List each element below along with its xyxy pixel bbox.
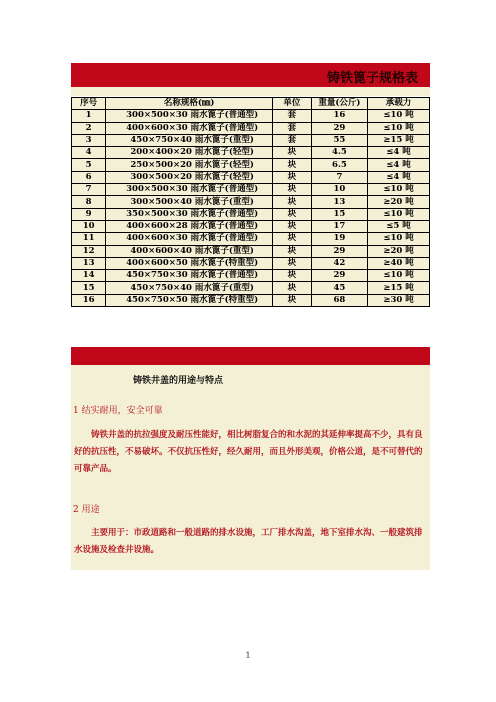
cell-weight: 13 — [311, 196, 367, 208]
table-header-row — [72, 98, 430, 110]
cell-weight: 29 — [311, 270, 367, 282]
cell-index: 16 — [72, 294, 106, 306]
cell-capacity: ≤4 吨 — [368, 147, 430, 159]
cell-unit: 块 — [273, 159, 312, 171]
cell-weight: 10 — [311, 184, 367, 196]
section2-heading: 2 用途 — [73, 505, 100, 515]
cell-weight: 15 — [311, 208, 367, 220]
cell-unit: 块 — [273, 270, 312, 282]
header-cell-index: 序号 — [72, 98, 106, 110]
cell-weight: 7 — [311, 171, 367, 183]
cell-index: 1 — [72, 110, 106, 122]
cell-spec: 450×750×50 雨水篦子(特重型) — [106, 294, 273, 306]
cell-index: 7 — [72, 184, 106, 196]
cell-capacity: ≤4 吨 — [368, 171, 430, 183]
cell-index: 15 — [72, 282, 106, 294]
cell-spec: 450×750×40 雨水篦子(重型) — [106, 134, 273, 146]
header-cell-spec: 名称规格(㎜) — [106, 98, 273, 110]
table-row — [72, 159, 430, 171]
cell-weight: 45 — [311, 282, 367, 294]
cell-capacity: ≥20 吨 — [368, 245, 430, 257]
table-row — [72, 257, 430, 269]
cell-index: 6 — [72, 171, 106, 183]
cell-weight: 29 — [311, 122, 367, 134]
table-row — [72, 233, 430, 245]
cell-capacity: ≤10 吨 — [368, 233, 430, 245]
table-row — [72, 147, 430, 159]
cell-weight: 16 — [311, 110, 367, 122]
table-row — [72, 220, 430, 232]
cell-weight: 6.5 — [311, 159, 367, 171]
cell-weight: 19 — [311, 233, 367, 245]
table-row — [72, 294, 430, 306]
cell-spec: 350×500×30 雨水篦子(普通型) — [106, 208, 273, 220]
section1-heading: 1 结实耐用，安全可靠 — [73, 406, 163, 416]
cell-spec: 300×500×30 雨水篦子(普通型) — [106, 110, 273, 122]
section1-text: 铸铁井盖的抗拉强度及耐压性能好，相比树脂复合的和水泥的其延伸率提高不少，具有良好的抗压性，不易破坏。不仅抗压性好，经久耐用，而且外形美观，价格公道，是不可替代的可靠产品。 — [74, 430, 423, 474]
cell-unit: 套 — [273, 110, 312, 122]
cell-spec: 300×500×40 雨水篦子(重型) — [106, 196, 273, 208]
cell-capacity: ≥40 吨 — [368, 257, 430, 269]
cell-unit: 块 — [273, 147, 312, 159]
cell-unit: 块 — [273, 208, 312, 220]
cell-unit: 块 — [273, 220, 312, 232]
cell-index: 13 — [72, 257, 106, 269]
cell-capacity: ≤10 吨 — [368, 122, 430, 134]
header-cell-unit: 单位 — [273, 98, 312, 110]
cell-unit: 块 — [273, 196, 312, 208]
title-strip — [71, 87, 430, 96]
cell-capacity: ≥20 吨 — [368, 196, 430, 208]
cell-unit: 块 — [273, 257, 312, 269]
table-row — [72, 110, 430, 122]
table-row — [72, 245, 430, 257]
cell-spec: 400×600×50 雨水篦子(特重型) — [106, 257, 273, 269]
cell-index: 10 — [72, 220, 106, 232]
table-row — [72, 122, 430, 134]
cell-weight: 17 — [311, 220, 367, 232]
section-divider-band — [71, 347, 430, 365]
cell-unit: 块 — [273, 184, 312, 196]
cell-capacity: ≤10 吨 — [368, 270, 430, 282]
info-title: 铸铁井盖的用途与特点 — [133, 376, 224, 386]
cell-unit: 套 — [273, 134, 312, 146]
cell-index: 9 — [72, 208, 106, 220]
cell-capacity: ≤4 吨 — [368, 159, 430, 171]
cell-index: 8 — [72, 196, 106, 208]
cell-spec: 450×750×30 雨水篦子(普通型) — [106, 270, 273, 282]
cell-spec: 300×500×30 雨水篦子(普通型) — [106, 184, 273, 196]
header-cell-weight: 重量(公斤) — [311, 98, 367, 110]
table-row — [72, 171, 430, 183]
cell-index: 4 — [72, 147, 106, 159]
table-row — [72, 184, 430, 196]
cell-index: 5 — [72, 159, 106, 171]
cell-capacity: ≥30 吨 — [368, 294, 430, 306]
cell-index: 11 — [72, 233, 106, 245]
cell-capacity: ≤10 吨 — [368, 184, 430, 196]
cell-spec: 300×500×20 雨水篦子(轻型) — [106, 171, 273, 183]
cell-weight: 55 — [311, 134, 367, 146]
title-bar — [71, 63, 430, 87]
cell-spec: 400×600×30 雨水篦子(普通型) — [106, 233, 273, 245]
info-box — [71, 365, 430, 570]
cell-weight: 4.5 — [311, 147, 367, 159]
cell-unit: 块 — [273, 233, 312, 245]
table-row — [72, 282, 430, 294]
cell-spec: 450×750×40 雨水篦子(重型) — [106, 282, 273, 294]
cell-unit: 套 — [273, 122, 312, 134]
table-body — [72, 110, 430, 307]
section2-text: 主要用于：市政道路和一般道路的排水设施，工厂排水沟盖，地下室排水沟、一般建筑排水设施及检查井设施。 — [74, 528, 423, 555]
cell-weight: 29 — [311, 245, 367, 257]
cell-index: 2 — [72, 122, 106, 134]
cell-unit: 块 — [273, 282, 312, 294]
table-row — [72, 134, 430, 146]
cell-spec: 400×600×40 雨水篦子(重型) — [106, 245, 273, 257]
spec-table — [71, 97, 430, 307]
cell-spec: 200×400×20 雨水篦子(轻型) — [106, 147, 273, 159]
cell-spec: 250×500×20 雨水篦子(轻型) — [106, 159, 273, 171]
cell-index: 3 — [72, 134, 106, 146]
cell-capacity: ≥15 吨 — [368, 134, 430, 146]
cell-index: 12 — [72, 245, 106, 257]
cell-unit: 块 — [273, 294, 312, 306]
cell-spec: 400×600×28 雨水篦子(普通型) — [106, 220, 273, 232]
cell-capacity: ≥15 吨 — [368, 282, 430, 294]
cell-spec: 400×600×30 雨水篦子(普通型) — [106, 122, 273, 134]
cell-weight: 42 — [311, 257, 367, 269]
page-title: 铸铁篦子规格表 — [326, 71, 418, 86]
cell-unit: 块 — [273, 245, 312, 257]
table-row — [72, 208, 430, 220]
page-number: 1 — [245, 651, 251, 660]
cell-capacity: ≤5 吨 — [368, 220, 430, 232]
header-cell-capacity: 承载力 — [368, 98, 430, 110]
cell-weight: 68 — [311, 294, 367, 306]
cell-unit: 块 — [273, 171, 312, 183]
cell-index: 14 — [72, 270, 106, 282]
table-row — [72, 270, 430, 282]
table-row — [72, 196, 430, 208]
cell-capacity: ≤10 吨 — [368, 110, 430, 122]
cell-capacity: ≤10 吨 — [368, 208, 430, 220]
